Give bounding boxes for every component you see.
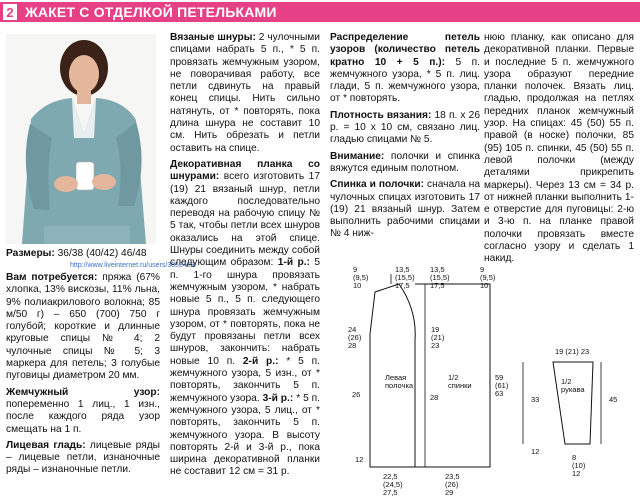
section-header [0, 2, 640, 22]
woman-in-cardigan-illustration [6, 34, 156, 244]
back-fronts-text: сначала на чулочных спицах изготовить 17 (19) 21 вязаный шнур. Затем выполнить рабочими спицами № 4 ниж- [330, 179, 480, 240]
materials-title: Вам потребуется: [6, 272, 98, 283]
continuation-paragraph: нюю планку, как описано для декоративной планки. Первые и последние 5 п. жемчужного узора образуют передние планки полочек. Вязать лиц. гладью, продолжая на петлях передних планок жемчужный узор. На спицах: 45 (50) 55 п. правой (в носке) полочки, 85 (95) 105 п. спинки, 45 (50) 55 п. левой полочки (между деталями прикрепить маркеры). Через 13 см = 34 р. от нижней планки выполнить 1-е отверстие для пуговицы: 2-ю и 3-ю п. на планке правой полочки провязать вместе согласно узору и сделать 1 накид. [484, 32, 634, 265]
label-half-sleeve: 1/2 рукава [561, 377, 585, 394]
column-3 [330, 32, 480, 245]
dim-top-right: 9 (9,5) 10 [480, 265, 496, 290]
column-4 [484, 32, 634, 270]
source-watermark: http://www.liveinternet.ru/users/3852469/ [70, 262, 197, 269]
dim-bottom-width-right: 23,5 (26) 29 [445, 472, 460, 497]
materials-paragraph [6, 272, 160, 383]
materials-text: пряжа (67% хлопка, 13% вискозы, 11% льна, 9% полиакрилового волокна; 85 м/50 г) – 650 (700) 750 г голубой; короткие и длинные круговые спицы № 4; 2 чулочные спицы № 5; 3 маркера для петель; 3 голубые пуговицы диаметром 20 мм. [6, 272, 160, 382]
model-photo [6, 34, 156, 244]
section-number: 2 [3, 4, 17, 20]
distribution-paragraph [330, 32, 480, 106]
gauge-paragraph [330, 110, 480, 147]
dim-right-height: 59 (61) 63 [495, 373, 509, 398]
cords-text: 2 чулочными спицами набрать 5 п., * 5 п. провязать жемчужным узором, не поворачивая работу, все петли сдвинуть на правый конец спицы. Нить сильно натянуть, от * повторять, пока длина шнура не составит 10 см. Нить обрезать и петли оставить на спице. [170, 32, 320, 154]
stockinette-paragraph [6, 440, 160, 477]
dim-left-lower: 26 [352, 390, 361, 399]
distribution-title: Распределение петель узоров (количество петель кратно 10 + 5 п.): [330, 32, 480, 68]
row3-label: 3-й р.: [262, 392, 294, 404]
pearl-pattern-paragraph [6, 387, 160, 436]
section-title: ЖАКЕТ С ОТДЕЛКОЙ ПЕТЕЛЬКАМИ [25, 4, 277, 20]
column-2 [170, 32, 320, 483]
sizes-line [6, 248, 160, 259]
band-paragraph [170, 159, 320, 479]
label-half-back: 1/2 спинки [448, 373, 472, 390]
dim-top-shoulder: 13,5 (15,5) 17,5 [395, 265, 415, 290]
stockinette-text: лицевые ряды – лицевые петли, изнаночные ряды – изнаночные петли. [6, 439, 160, 476]
dim-center-armhole: 19 (21) 23 [431, 325, 445, 350]
row1-label: 1-й р.: [277, 257, 310, 269]
row1-text: 5 п. 1-го шнура провязать жемчужным узором, * набрать новые 5 п., 5 п. следующего шнура провязать жемчужным узором, от * повторять, пока не будут провязаны петли всех шнуров, закончить: набрать новые 10 п. [170, 257, 320, 367]
attention-title: Внимание: [330, 150, 385, 162]
row2-label: 2-й р.: [242, 355, 279, 367]
dim-top-neck: 9 (9,5) 10 [353, 265, 369, 290]
row3-text: * 5 п. жемчужного узора, 5 лиц., от * повторять, закончить 5 п. жемчужного узора. В высоту повторять 2-й и 3-й р., пока ширина декоративной планки не составит 12 см = 31 р. [170, 392, 320, 478]
band-text: всего изготовить 17 (19) 21 вязаный шнур, петли каждого последовательно переводя на рабочую спицу № 5 так, чтобы петли всех шнуров оказались на этой спице. Шнуры соединить между собой следующим образом: [170, 171, 320, 269]
back-fronts-title: Спинка и полочки: [330, 179, 424, 191]
column-1 [6, 272, 160, 481]
pattern-schematic [325, 262, 640, 498]
sizes-label: Размеры: [6, 248, 55, 259]
back-fronts-paragraph [330, 179, 480, 240]
dim-bottom-left: 12 [355, 455, 364, 464]
cords-paragraph [170, 32, 320, 155]
dim-top-back: 13,5 (15,5) 17,5 [430, 265, 450, 290]
gauge-text: 18 п. x 26 р. = 10 x 10 см, связано лиц. гладью спицами № 5. [330, 109, 480, 146]
row2-text: * 5 п. жемчужного узора, 5 изн., от * повторять, закончить 5 п. жемчужного узора. [170, 355, 320, 404]
cords-title: Вязаные шнуры: [170, 32, 256, 43]
dim-sleeve-top: 19 (21) 23 [555, 347, 590, 356]
dim-left-upper: 24 (26) 28 [348, 325, 362, 350]
dim-sleeve-left: 33 [531, 395, 540, 404]
dim-sleeve-bottom-left: 12 [531, 447, 540, 456]
dim-sleeve-right: 45 [609, 395, 618, 404]
pearl-pattern-text: попеременно 1 лиц., 1 изн., после каждого ряда узор смещать на 1 п. [6, 398, 160, 435]
stockinette-title: Лицевая гладь: [6, 439, 86, 451]
distribution-text: 5 п. жемчужного узора, * 5 п. лиц. глади, 5 п. жемчужного узора, от * повторять. [330, 56, 480, 105]
sleeve-outline [553, 362, 593, 444]
sizes-value: 36/38 (40/42) 46/48 [57, 248, 147, 259]
gauge-title: Плотность вязания: [330, 109, 432, 121]
dim-sleeve-bottom: 8 (10) 12 [572, 453, 586, 478]
label-left-front: Левая полочка [385, 373, 414, 390]
band-title: Декоративная планка со шнурами: [170, 158, 320, 183]
attention-paragraph [330, 151, 480, 176]
pearl-pattern-title: Жемчужный узор: [6, 386, 160, 398]
dim-bottom-width-left: 22,5 (24,5) 27,5 [383, 472, 403, 497]
attention-text: полочки и спинка вяжутся единым полотном. [330, 150, 480, 174]
dim-center-lower: 28 [430, 393, 439, 402]
